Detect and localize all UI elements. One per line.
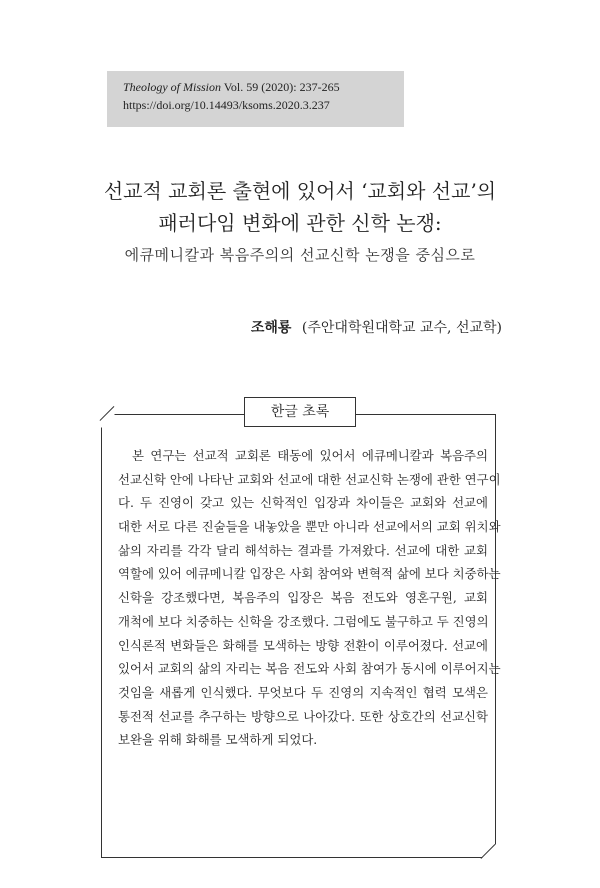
author-name: 조해룡 [250, 320, 292, 336]
abstract-line: 삶의 자리를 각각 달리 해석하는 결과를 가져왔다. 선교에 대한 교회 [118, 542, 488, 558]
abstract-label: 한글 초록 [244, 397, 356, 427]
abstract-line: 통전적 선교를 추구하는 방향으로 나아갔다. 또한 상호간의 선교신학 [118, 708, 488, 724]
journal-citation [123, 80, 340, 95]
abstract-line: 있어서 교회의 삶의 자리는 복음 전도와 사회 참여가 동시에 이루어지는 [118, 661, 501, 677]
author-line [251, 317, 502, 337]
abstract-line: 것임을 새롭게 인식했다. 무엇보다 두 진영의 지속적인 협력 모색은 [118, 684, 488, 700]
abstract-line: 다. 두 진영이 갖고 있는 신학적인 입장과 차이들은 교회와 선교에 [118, 495, 488, 511]
doi-link[interactable]: https://doi.org/10.14493/ksoms.2020.3.237 [123, 98, 330, 112]
abstract-line: 신학을 강조했다면, 복음주의 입장은 복음 전도와 영혼구원, 교회 [118, 590, 488, 606]
abstract-line: 보완을 위해 화해를 모색하게 되었다. [118, 732, 318, 748]
abstract-line: 인식론적 변화들은 화해를 모색하는 방향 전환이 이루어졌다. 선교에 [118, 637, 488, 653]
article-title-line-1: 선교적 교회론 출현에 있어서 ‘교회와 선교’의 [103, 179, 497, 203]
abstract-line: 역할에 있어 에큐메니칼 입장은 사회 참여와 변혁적 삶에 보다 치중하는 [118, 566, 501, 582]
abstract-line: 본 연구는 선교적 교회론 태동에 있어서 에큐메니칼과 복음주의 [132, 448, 488, 463]
author-affiliation: (주안대학원대학교 교수, 선교학) [301, 320, 502, 336]
abstract-line: 개척에 보다 치중하는 신학을 강조했다. 그럼에도 불구하고 두 진영의 [118, 613, 489, 629]
journal-name: Theology of Mission [123, 80, 221, 94]
article-title-line-2: 패러다임 변화에 관한 신학 논쟁: [158, 211, 442, 235]
article-subtitle: 에큐메니칼과 복음주의의 선교신학 논쟁을 중심으로 [124, 246, 476, 264]
abstract-body [118, 444, 501, 752]
abstract-line: 선교신학 안에 나타난 교회와 선교에 대한 선교신학 논쟁에 관한 연구이 [118, 471, 501, 487]
volume-pages: Vol. 59 (2020): 237-265 [223, 80, 340, 94]
abstract-line: 대한 서로 다른 진술들을 내놓았을 뿐만 아니라 선교에서의 교회 위치와 [118, 519, 501, 535]
